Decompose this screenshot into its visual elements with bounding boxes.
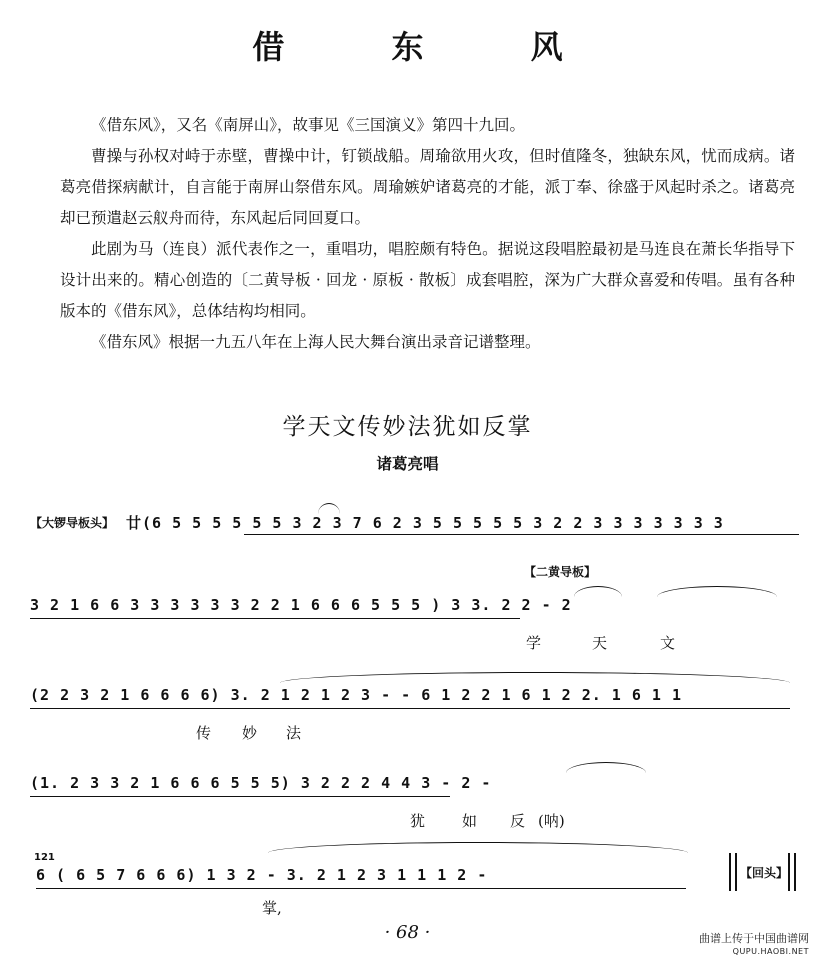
- beat-underline: [36, 887, 686, 889]
- barline: [794, 853, 796, 891]
- lyric-syllable: 天: [592, 634, 608, 652]
- score-line-4: (1. 2 3 3 2 1 6 6 6 5 5 5) 3 2 2 2 4 4 3 - 2 -: [30, 774, 492, 792]
- barline: [735, 853, 737, 891]
- barline: [729, 853, 731, 891]
- watermark: [699, 932, 809, 958]
- percussion-mark: 【大锣导板头】: [30, 516, 115, 530]
- score-line-1-prefix: 廿(: [126, 514, 153, 532]
- beat-underline: [30, 617, 520, 619]
- beat-underline: [244, 533, 799, 535]
- lyric-syllable: 掌,: [262, 899, 282, 917]
- lyric-syllable: 反: [510, 812, 526, 830]
- page-title: 借 东 风: [252, 28, 611, 66]
- intro-paragraph-4: 《借东风》根据一九五八年在上海人民大舞台演出录音记谱整理。: [91, 333, 541, 351]
- score-line-3: (2 2 3 2 1 6 6 6 6) 3. 2 1 2 1 2 3 - - 6 1 2 2 1 6 1 2 2. 1 6 1 1: [30, 686, 682, 704]
- barline: [788, 853, 790, 891]
- section-mark-erhuang-daoban: 【二黄导板】: [524, 565, 597, 579]
- slur-mark: [574, 586, 622, 597]
- lyric-syllable: 文: [660, 634, 676, 652]
- lyric-syllable: 如: [462, 812, 478, 830]
- watermark-url: QUPU.HAOBI.NET: [732, 947, 809, 956]
- lyric-syllable: 传: [196, 724, 212, 742]
- lyric-syllable: 法: [286, 724, 302, 742]
- slur-mark: [318, 503, 340, 514]
- page-number: · 68 ·: [384, 922, 431, 943]
- slur-mark: [566, 762, 646, 773]
- beat-underline: [30, 707, 790, 709]
- watermark-text: 曲谱上传于中国曲谱网: [699, 932, 809, 945]
- intro-section: [60, 110, 795, 358]
- singer-label: 诸葛亮唱: [376, 455, 439, 473]
- intro-paragraph-3: 此剧为马（连良）派代表作之一，重唱功，唱腔颇有特色。据说这段唱腔最初是马连良在萧长华指导下设计出来的。精心创造的〔二黄导板 · 回龙 · 原板 · 散板〕成套唱腔，深为广大群众喜爱和传唱。虽有各种版本的《借东风》，总体结构均相同。: [60, 240, 795, 320]
- lyric-syllable: (呐): [538, 812, 565, 830]
- intro-paragraph-1: 《借东风》，又名《南屏山》，故事见《三国演义》第四十九回。: [91, 116, 526, 134]
- slur-mark: [657, 586, 777, 597]
- score-line-5: 6 ( 6 5 7 6 6 6) 1 3 2 - 3. 2 1 2 3 1 1 1 2 -: [36, 866, 488, 884]
- intro-paragraph-2: 曹操与孙权对峙于赤壁，曹操中计，钉锁战船。周瑜欲用火攻，但时值隆冬，独缺东风，忧而成病。诸葛亮借探病献计，自言能于南屏山祭借东风。周瑜嫉妒诸葛亮的才能，派丁奉、徐盛于风起时杀之。诸葛亮却已预遣赵云舣舟而待，东风起后同回夏口。: [60, 147, 795, 227]
- ending-mark: 【回头】: [740, 866, 789, 880]
- lyric-syllable: 妙: [242, 724, 258, 742]
- song-title: 学天文传妙法犹如反掌: [282, 414, 533, 440]
- lyric-syllable: 学: [526, 634, 542, 652]
- score-line-1-notes: 6 5 5 5 5 5 5 3 2 3 7 6 2 3 5 5 5 5 5 3 2 2 3 3 3 3 3 3 3: [152, 514, 724, 532]
- slur-mark: [280, 672, 790, 683]
- grace-notes: 121: [34, 852, 55, 863]
- beat-underline: [30, 795, 450, 797]
- slur-mark: [268, 842, 688, 853]
- score-line-2: 3 2 1 6 6 3 3 3 3 3 3 2 2 1 6 6 6 5 5 5 ) 3 3. 2 2 - 2: [30, 596, 572, 614]
- lyric-syllable: 犹: [410, 812, 426, 830]
